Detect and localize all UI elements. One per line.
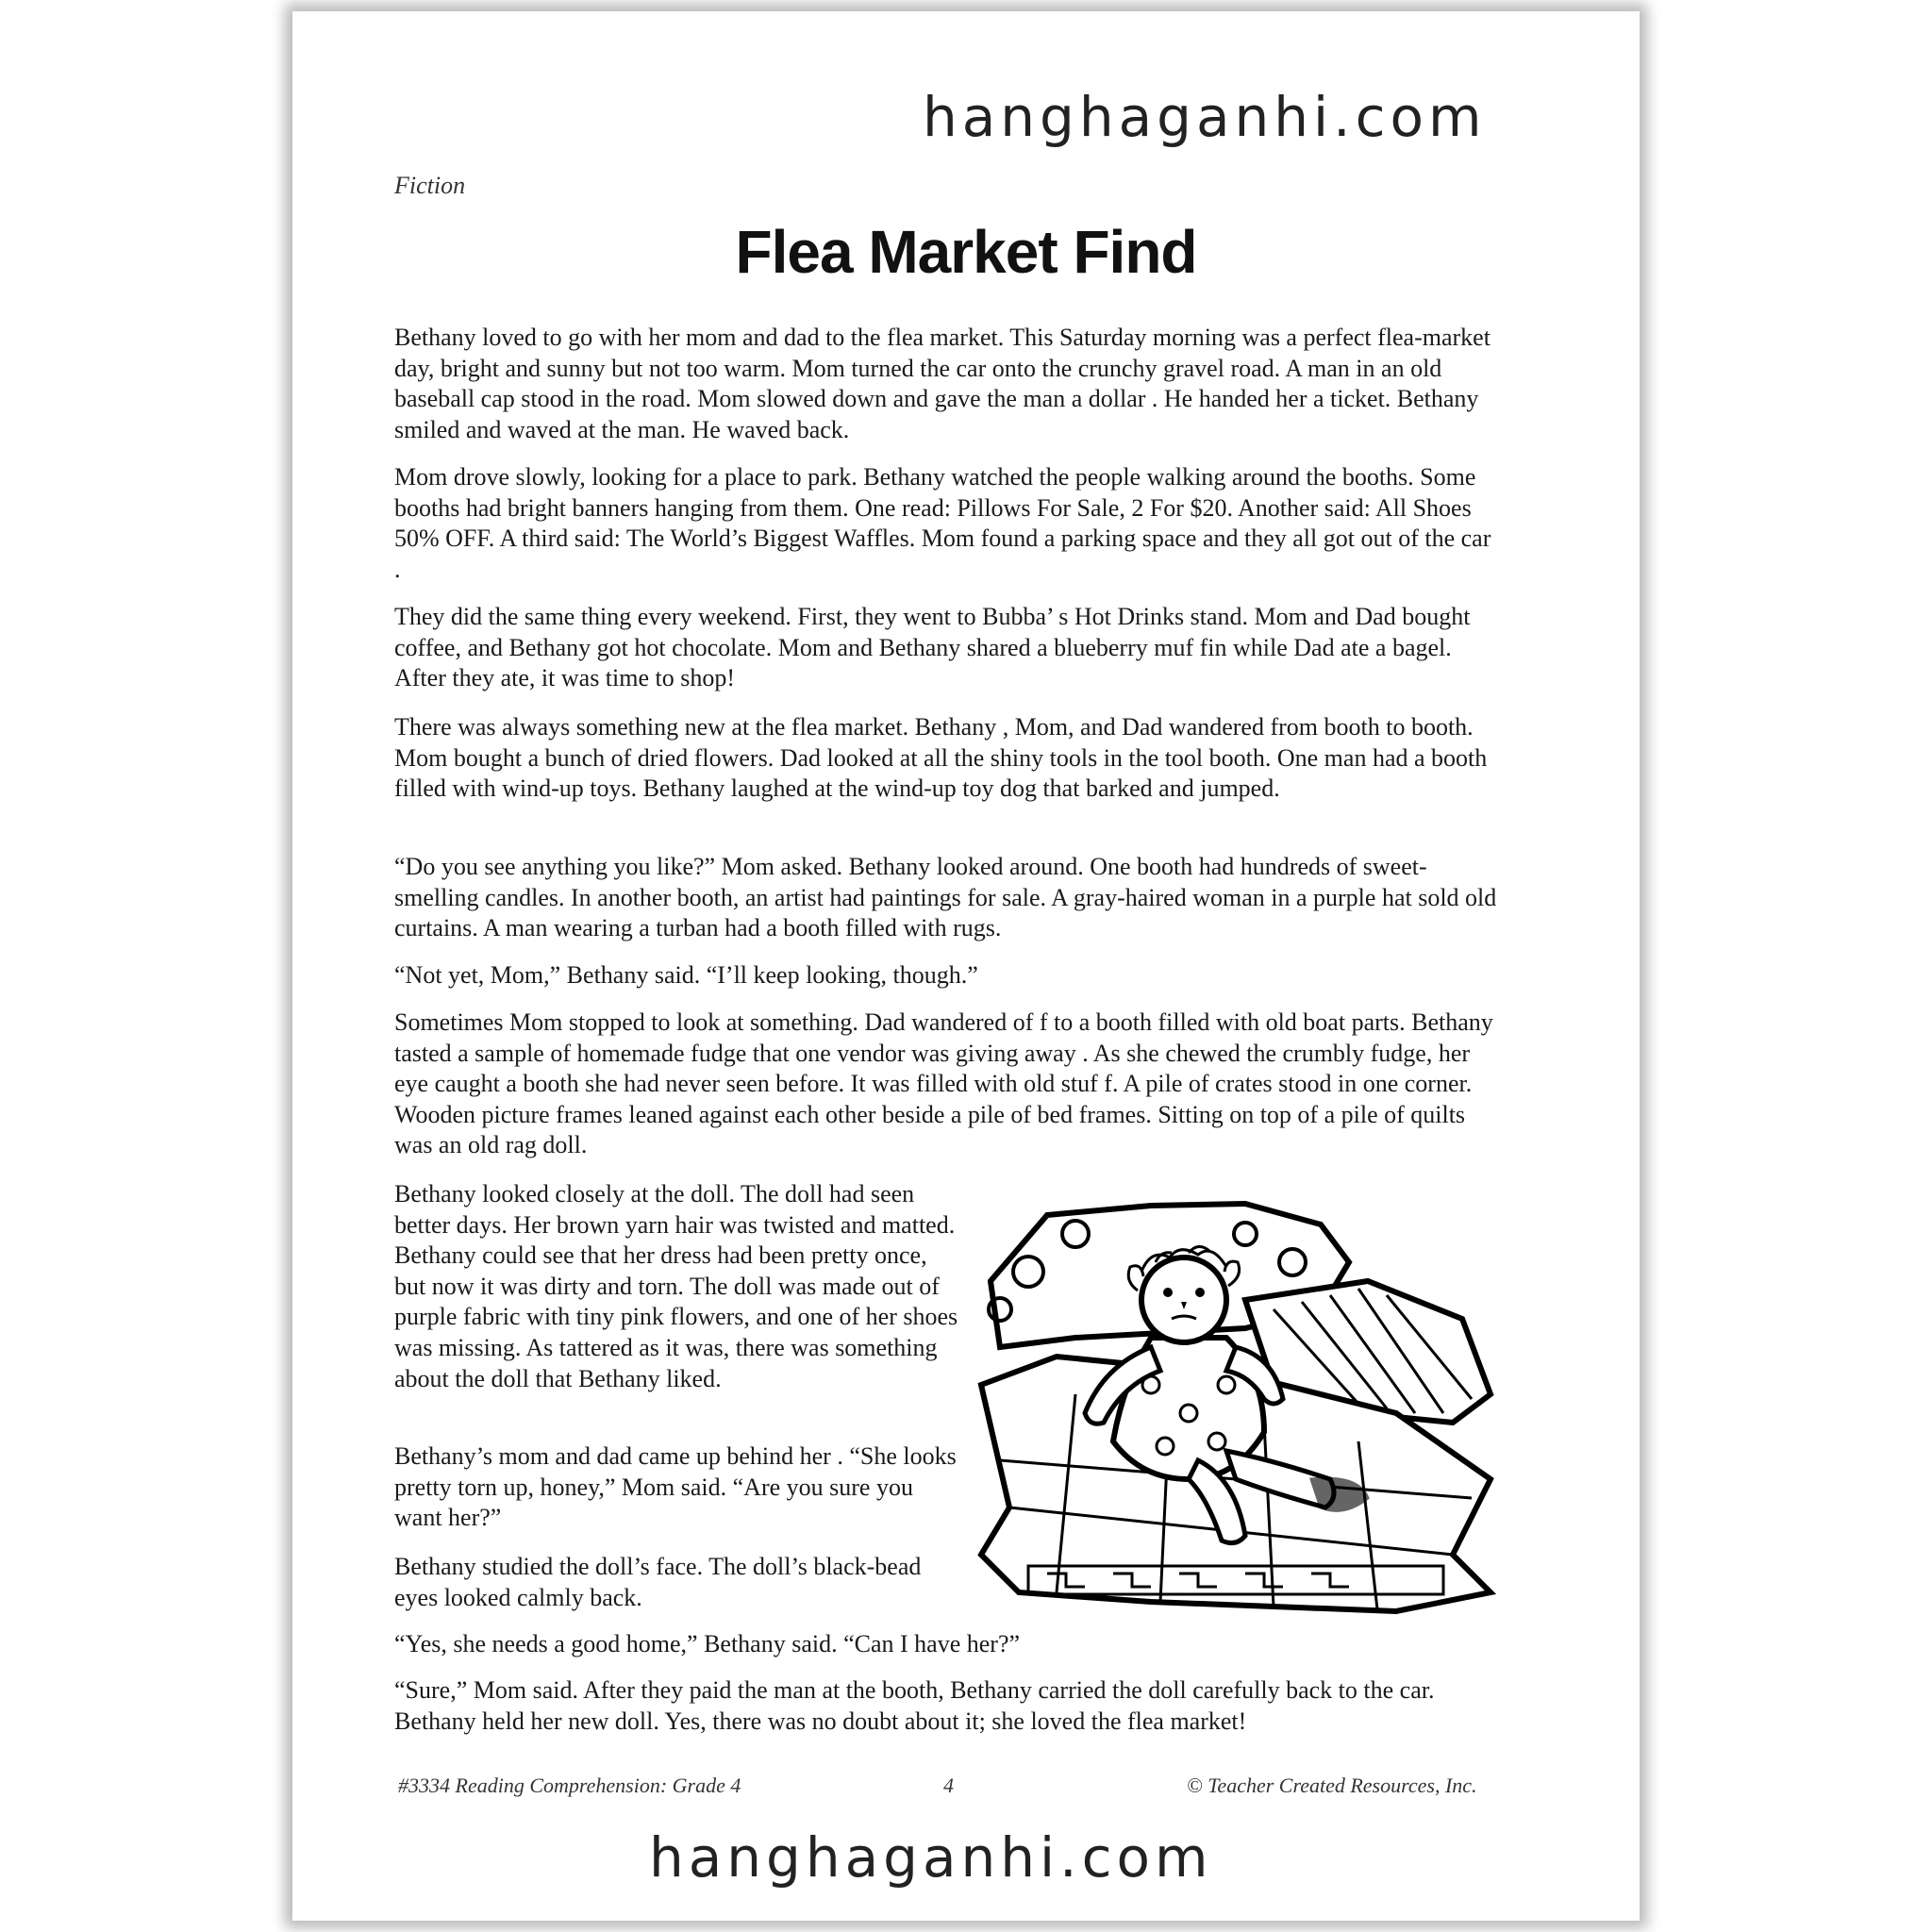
paragraph-10: Bethany studied the doll’s face. The doll’s black-bead eyes looked calmly back. [394, 1553, 922, 1611]
section-label: Fiction [394, 172, 466, 199]
paragraph-3: They did the same thing every weekend. First, they went to Bubba’ s Hot Drinks stand. Mom and Dad bought coffee, and Bethany got hot chocolate. Mom and Bethany shared a blueberry muf fin while Dad ate a bagel. After they ate, it was time to shop! [394, 603, 1471, 692]
paragraph-8: Bethany looked closely at the doll. The doll had seen better days. Her brown yarn hair was twisted and matted. Bethany could see that her dress had been pretty once, but now it was dirty and torn. The doll was made out of purple fabric with tiny pink flowers, and one of her shoes was missing. As tattered as it was, there was something about the doll that Bethany liked. [394, 1180, 958, 1392]
page-title: Flea Market Find [735, 218, 1197, 286]
paragraph-2: Mom drove slowly, looking for a place to park. Bethany watched the people walking around the booths. Some booths had bright banners hanging from them. One read: Pillows For Sale, 2 For $20. Another said: All Shoes 50% OFF. A third said: The World’s Biggest Waffles. Mom found a parking space and they all got out of the car . [394, 463, 1491, 583]
paragraph-6: “Not yet, Mom,” Bethany said. “I’ll keep looking, though.” [394, 961, 978, 989]
paragraph-7: Sometimes Mom stopped to look at something. Dad wandered of f to a booth filled with old boat parts. Bethany tasted a sample of homemade fudge that one vendor was giving away . As she chewed the crumbly fudge, her eye caught a booth she had never seen before. It was filled with old stuf f. A pile of crates stood in one corner. Wooden picture frames leaned against each other beside a pile of bed frames. Sitting on top of a pile of quilts was an old rag doll. [394, 1008, 1493, 1159]
watermark-top: hanghaganhi.com [923, 85, 1487, 149]
footer-copyright: © Teacher Created Resources, Inc. [1187, 1774, 1477, 1797]
footer-page-number: 4 [943, 1774, 954, 1797]
paragraph-4: There was always something new at the flea market. Bethany , Mom, and Dad wandered from booth to booth. Mom bought a bunch of dried flowers. Dad looked at all the shiny tools in the tool booth. One man had a booth filled with wind-up toys. Bethany laughed at the wind-up toy dog that barked and jumped. [394, 713, 1488, 803]
paragraph-9: Bethany’s mom and dad came up behind her . “She looks pretty torn up, honey,” Mom said. “Are you sure you want her?” [394, 1442, 957, 1532]
watermark-bottom: hanghaganhi.com [649, 1825, 1213, 1890]
paragraph-12: “Sure,” Mom said. After they paid the man at the booth, Bethany carried the doll carefully back to the car. Bethany held her new doll. Yes, there was no doubt about it; she loved the flea market! [394, 1676, 1435, 1735]
footer-book-title: #3334 Reading Comprehension: Grade 4 [398, 1774, 741, 1797]
paragraph-5: “Do you see anything you like?” Mom asked. Bethany looked around. One booth had hundreds of sweet-smelling candles. In another booth, an artist had paintings for sale. A gray-haired woman in a purple hat sold old curtains. A man wearing a turban had a booth filled with rugs. [394, 853, 1497, 942]
paragraph-11: “Yes, she needs a good home,” Bethany said. “Can I have her?” [394, 1630, 1021, 1657]
rag-doll-illustration [962, 1196, 1500, 1617]
paragraph-1: Bethany loved to go with her mom and dad to the flea market. This Saturday morning was a perfect flea-market day, bright and sunny but not too warm. Mom turned the car onto the crunchy gravel road. A man in an old baseball cap stood in the road. Mom slowed down and gave the man a dollar . He handed her a ticket. Bethany smiled and waved at the man. He waved back. [394, 324, 1491, 443]
